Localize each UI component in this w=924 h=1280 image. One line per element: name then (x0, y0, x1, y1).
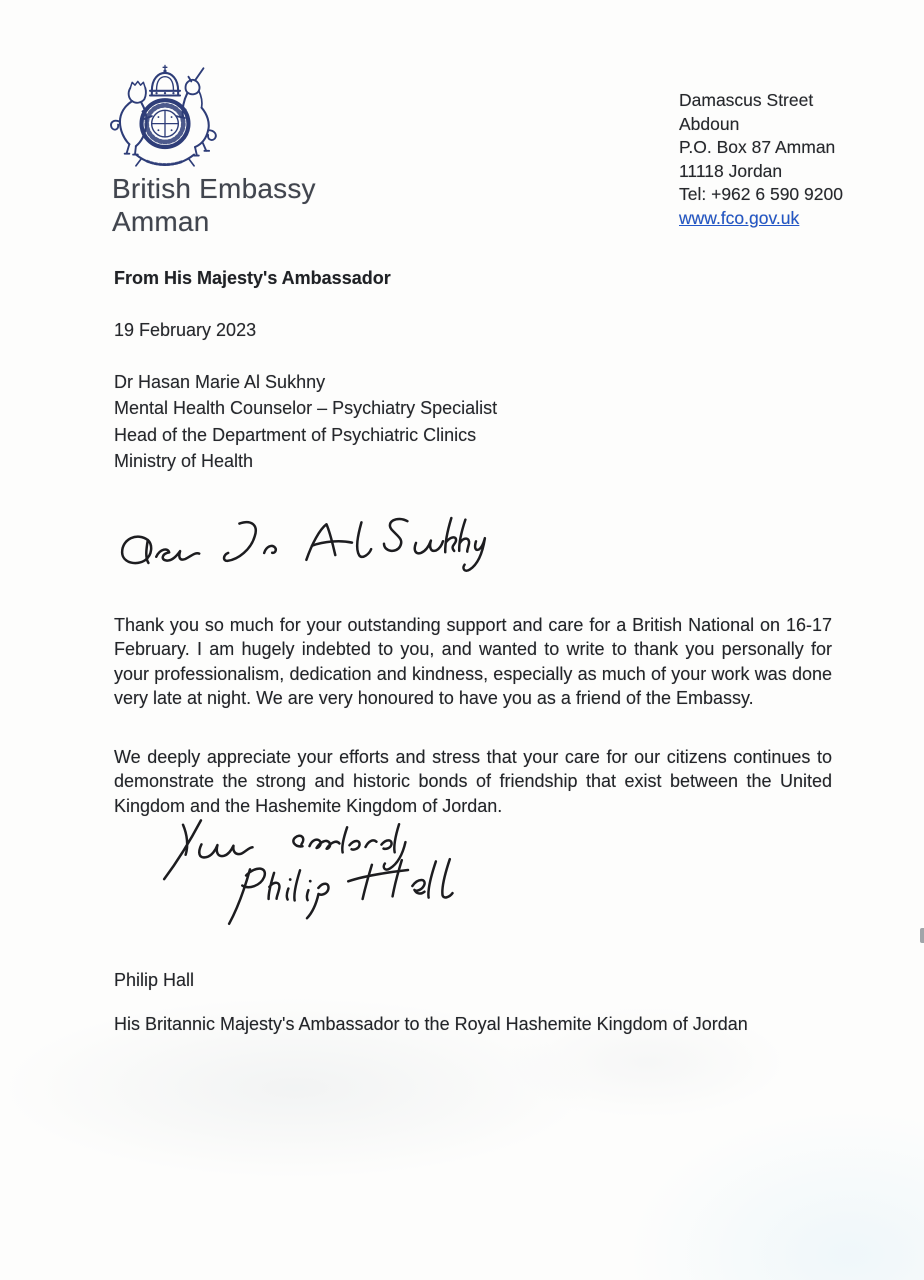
org-name (112, 172, 316, 238)
website-link[interactable]: www.fco.gov.uk (679, 207, 800, 228)
address-line: Damascus Street (679, 90, 814, 110)
handwritten-salutation (111, 501, 488, 589)
body-paragraph-2: We deeply appreciate your efforts and stress that your care for our citizens continues to demonstrate the strong and historic bonds of friendship that exist between the United Kingdom and the Hashemite Kingdom of Jordan. (114, 747, 832, 816)
org-name-line1: British Embassy (112, 173, 316, 204)
address-block (679, 89, 843, 231)
royal-coat-of-arms-icon (104, 60, 226, 176)
scan-artifact (920, 928, 924, 943)
recipient-org: Ministry of Health (114, 451, 254, 472)
handwritten-signature (149, 803, 482, 938)
recipient-department: Head of the Department of Psychiatric Clinics (114, 424, 477, 445)
recipient-block (114, 369, 497, 475)
org-name-line2: Amman (112, 206, 210, 237)
address-line: Abdoun (679, 113, 740, 134)
from-line: From His Majesty's Ambassador (114, 268, 391, 288)
recipient-role: Mental Health Counselor – Psychiatry Specialist (114, 398, 498, 419)
address-line: P.O. Box 87 Amman (679, 137, 836, 158)
address-line: 11118 Jordan (679, 160, 783, 181)
signatory-name: Philip Hall (114, 970, 195, 990)
date-line: 19 February 2023 (114, 320, 257, 340)
phone-line: Tel: +962 6 590 9200 (679, 184, 843, 205)
recipient-name: Dr Hasan Marie Al Sukhny (114, 372, 326, 392)
signatory-title: His Britannic Majesty's Ambassador to the Royal Hashemite Kingdom of Jordan (114, 1014, 748, 1034)
body-paragraph-1: Thank you so much for your outstanding support and care for a British National on 16-17 February. I am hugely indebted to you, and wanted to write to thank you personally for your professionalism, dedication and kindness, especially as much of your work was done very late at night. We are very honoured to have you as a friend of the Embassy. (114, 615, 832, 709)
